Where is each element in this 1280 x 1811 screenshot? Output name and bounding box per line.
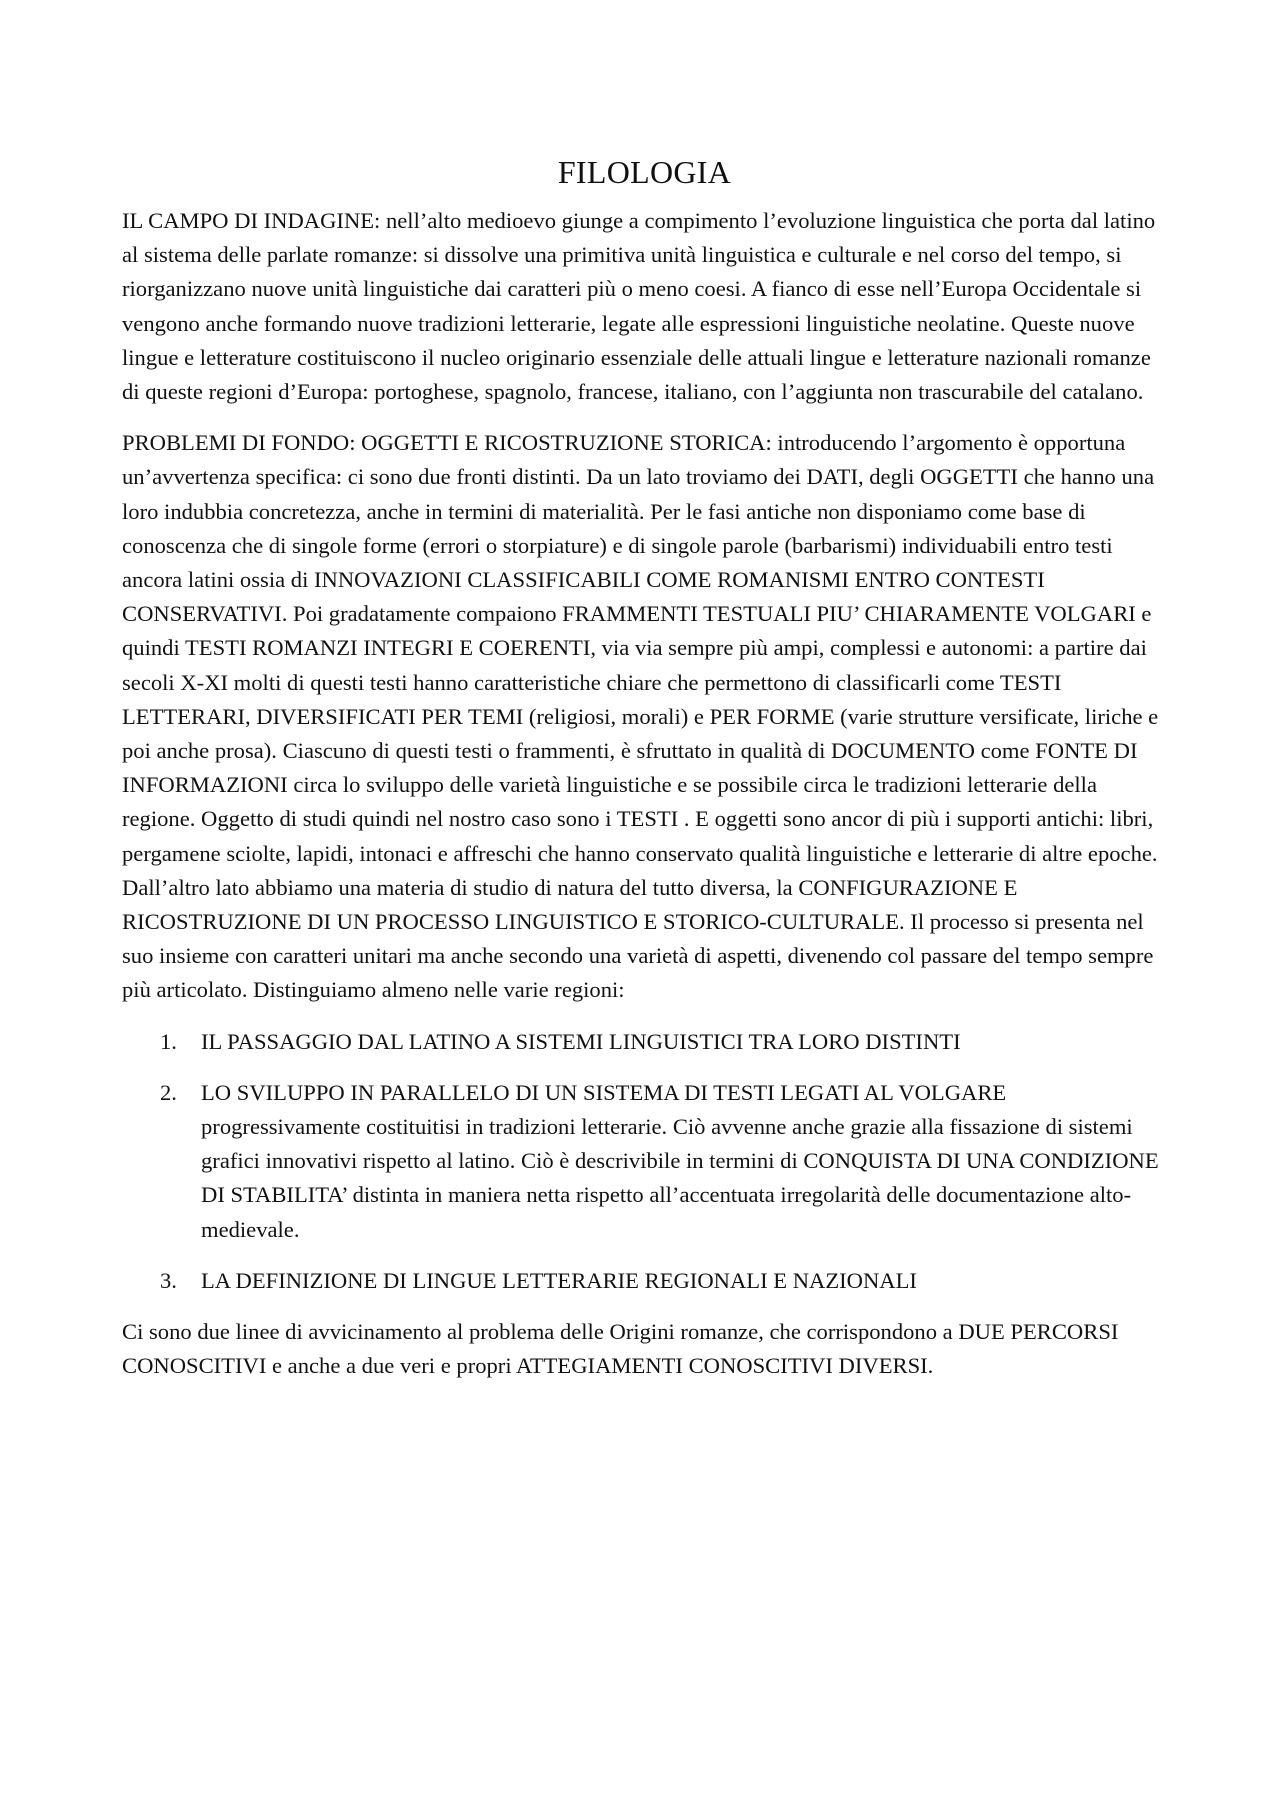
list-item-text: LO SVILUPPO IN PARALLELO DI UN SISTEMA DI TESTI LEGATI AL VOLGARE progressivamente costituitisi in tradizioni letterarie. Ciò avvenne anche grazie alla fissazione di sistemi grafici innovativi rispetto al latino. Ciò è descrivibile in termini di CONQUISTA DI UNA CONDIZIONE DI STABILITA’ distinta in maniera netta rispetto all’accentuata irregolarità delle documentazione alto-medievale.: [201, 1079, 1159, 1242]
list-item: [122, 1076, 1167, 1247]
intro-paragraph: IL CAMPO DI INDAGINE: nell’alto medioevo giunge a compimento l’evoluzione linguistica che porta dal latino al sistema delle parlate romanze: si dissolve una primitiva unità linguistica e culturale e nel corso del tempo, si riorganizzano nuove unità linguistiche dai caratteri più o meno coesi. A fianco di esse nell’Europa Occidentale si vengono anche formando nuove tradizioni letterarie, legate alle espressioni linguistiche neolatine. Queste nuove lingue e letterature costituiscono il nucleo originario essenziale delle attuali lingue e letterature nazionali romanze di queste regioni d’Europa: portoghese, spagnolo, francese, italiano, con l’aggiunta non trascurabile del catalano.: [122, 208, 1156, 405]
list-item-number: 1.: [160, 1028, 177, 1054]
list-item: [122, 1025, 1167, 1059]
closing-paragraph: Ci sono due linee di avvicinamento al problema delle Origini romanze, che corrispondono a DUE PERCORSI CONOSCITIVI e anche a due veri e propri ATTEGIAMENTI CONOSCITIVI DIVERSI.: [122, 1319, 1119, 1379]
list-item: [122, 1264, 1167, 1298]
document-page: [122, 152, 1167, 1401]
list-item-number: 2.: [160, 1079, 177, 1105]
list-item-number: 3.: [160, 1267, 177, 1293]
numbered-list: [122, 1025, 1167, 1298]
list-item-text: IL PASSAGGIO DAL LATINO A SISTEMI LINGUISTICI TRA LORO DISTINTI: [201, 1028, 961, 1054]
problems-paragraph: PROBLEMI DI FONDO: OGGETTI E RICOSTRUZIONE STORICA: introducendo l’argomento è opportuna un’avvertenza specifica: ci sono due fronti distinti. Da un lato troviamo dei DATI, degli OGGETTI che hanno una loro indubbia concretezza, anche in termini di materialità. Per le fasi antiche non disponiamo come base di conoscenza che di singole forme (errori o storpiature) e di singole parole (barbarismi) individuabili entro testi ancora latini ossia di INNOVAZIONI CLASSIFICABILI COME ROMANISMI ENTRO CONTESTI CONSERVATIVI. Poi gradatamente compaiono FRAMMENTI TESTUALI PIU’ CHIARAMENTE VOLGARI e quindi TESTI ROMANZI INTEGRI E COERENTI, via via sempre più ampi, complessi e autonomi: a partire dai secoli X-XI molti di questi testi hanno caratteristiche chiare che permettono di classificarli come TESTI LETTERARI, DIVERSIFICATI PER TEMI (religiosi, morali) e PER FORME (varie strutture versificate, liriche e poi anche prosa). Ciascuno di questi testi o frammenti, è sfruttato in qualità di DOCUMENTO come FONTE DI INFORMAZIONI circa lo sviluppo delle varietà linguistiche e se possibile circa le tradizioni letterarie della regione. Oggetto di studi quindi nel nostro caso sono i TESTI . E oggetti sono ancor di più i supporti antichi: libri, pergamene sciolte, lapidi, intonaci e affreschi che hanno conservato qualità linguistiche e letterarie di altre epoche. Dall’altro lato abbiamo una materia di studio di natura del tutto diversa, la CONFIGURAZIONE E RICOSTRUZIONE DI UN PROCESSO LINGUISTICO E STORICO-CULTURALE. Il processo si presenta nel suo insieme con caratteri unitari ma anche secondo una varietà di aspetti, divenendo col passare del tempo sempre più articolato. Distinguiamo almeno nelle varie regioni:: [122, 430, 1159, 1003]
list-item-text: LA DEFINIZIONE DI LINGUE LETTERARIE REGIONALI E NAZIONALI: [201, 1267, 917, 1293]
page-title: FILOLOGIA: [557, 154, 732, 190]
